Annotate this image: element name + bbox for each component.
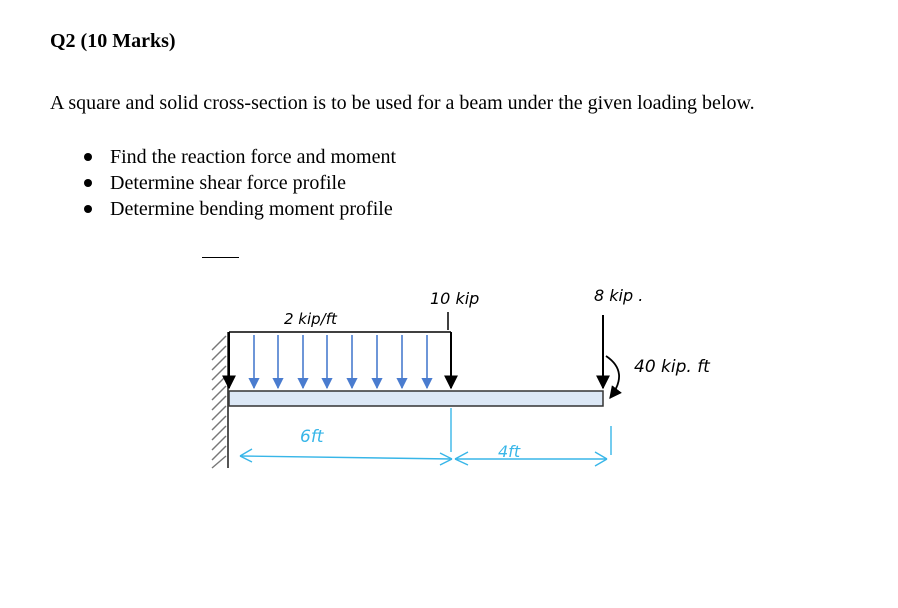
task-text: Determine bending moment profile (110, 198, 393, 220)
dimension-left-label: 6ft (300, 427, 324, 447)
task-text: Determine shear force profile (110, 172, 346, 194)
question-heading: Q2 (10 Marks) (50, 30, 176, 52)
point-load-end-label: 8 kip . (594, 286, 644, 305)
task-text: Find the reaction force and moment (110, 146, 397, 168)
question-intro: A square and solid cross-section is to be used for a beam under the given loading below. (50, 92, 755, 114)
end-moment-label: 40 kip. ft (634, 357, 710, 377)
point-load-mid (430, 289, 479, 330)
beam (229, 391, 603, 406)
distributed-load-label: 2 kip/ft (284, 310, 337, 328)
dimension-right-label: 4ft (498, 442, 521, 461)
point-load-mid-label: 10 kip (430, 289, 480, 308)
end-moment (606, 356, 711, 398)
distributed-load (229, 310, 451, 388)
dimension-lines (240, 408, 611, 466)
fixed-support (212, 332, 228, 468)
